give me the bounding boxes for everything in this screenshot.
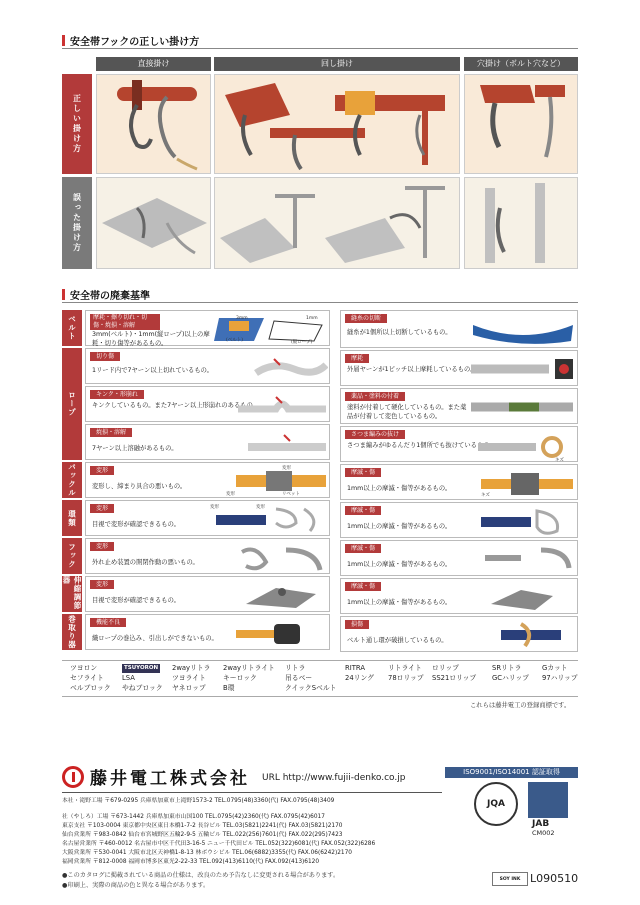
brands-top-rule	[62, 660, 578, 661]
brands-bottom-rule	[62, 696, 578, 697]
correct-wrap-illustration	[214, 74, 460, 174]
jab-code: CM002	[532, 829, 555, 837]
rope-abrasion-cell: 摩耗 外層ヤーンが1ピッチ以上摩耗しているもの。	[340, 350, 578, 386]
ring-deform-cell: 変形 目視で変形が確認できるもの。 変形 変形	[85, 500, 330, 536]
company-logo-icon	[62, 766, 84, 788]
section1-title: 安全帯フックの正しい掛け方	[62, 33, 199, 48]
correct-direct-illustration	[96, 74, 211, 174]
cat-rope: ロープ	[62, 348, 82, 460]
buckle-deform-cell: 変形 変形し、締まり具合の悪いもの。 変形 変形 リベット	[85, 462, 330, 498]
chemical-cell: 薬品・塗料の付着 塗料が付着して硬化しているもの。また薬品が付着して変色しているもの。	[340, 388, 578, 424]
jqa-mark-icon: JQA	[474, 782, 518, 826]
splice-cell: さつま編みの抜け さつま編みがゆるんだり1個所でも抜けているもの。 キズ	[340, 426, 578, 462]
jab-mark-icon	[528, 782, 568, 818]
row-wrong: 誤った掛け方	[62, 177, 92, 269]
rope-melt-cell: 焼損・溶解 7ヤーン以上溶融があるもの。	[85, 424, 330, 460]
wrong-hole-illustration	[464, 177, 578, 269]
iso-banner: ISO9001/ISO14001 認証取得	[445, 767, 578, 778]
rope-kink-cell: キンク・形崩れ キンクしているもの。また7ヤーン以上形崩れのあるもの。	[85, 386, 330, 422]
hook-deform-cell: 変形 外れ止め装置の開閉作動の悪いもの。	[85, 538, 330, 574]
ring-wear-cell: 摩滅・傷 1mm以上の摩滅・傷等があるもの。	[340, 502, 578, 538]
brands-note: これらは藤井電工の登録商標です。	[470, 702, 571, 709]
cat-belt: ベルト	[62, 310, 82, 346]
col-direct: 直接掛け	[96, 57, 211, 71]
stitch-cut-cell: 縫糸の切断 縫糸が1個所以上切断しているもの。	[340, 310, 578, 348]
correct-hole-illustration	[464, 74, 578, 174]
section2-title: 安全帯の廃棄基準	[62, 287, 150, 302]
col-hole: 穴掛け（ボルト穴など）	[464, 57, 578, 71]
catalog-code: L090510	[530, 872, 579, 885]
adjuster-wear-cell: 摩滅・傷 1mm以上の摩滅・傷等があるもの。	[340, 578, 578, 614]
row-correct: 正しい掛け方	[62, 74, 92, 174]
section1-rule	[62, 48, 578, 49]
wrong-direct-illustration	[96, 177, 211, 269]
cat-adjuster: 伸縮調節器	[62, 576, 82, 610]
hook-wear-cell: 摩滅・傷 1mm以上の摩滅・傷等があるもの。	[340, 540, 578, 576]
soy-ink-icon: SOY INK	[492, 872, 528, 886]
company-rule	[62, 792, 442, 793]
cat-retractor: 巻取り器	[62, 614, 82, 650]
cat-buckle: バックル	[62, 462, 82, 498]
cat-hook: フック	[62, 538, 82, 574]
company-name: 藤井電工株式会社	[90, 769, 250, 789]
belt-wear-cell: 摩耗・擦り切れ・切傷・焼損・溶解 3mm(ベルト)・1mm(縦ロープ)以上の摩耗・切り傷等があるもの。 (ベルト) 3mm 1mm (縦ロープ)	[85, 310, 330, 346]
adjuster-deform-cell: 変形 目視で変形が確認できるもの。	[85, 576, 330, 612]
wrong-wrap-illustration	[214, 177, 460, 269]
section2-rule	[62, 302, 578, 303]
company-url[interactable]: URL http://www.fujii-denko.co.jp	[262, 773, 406, 783]
buckle-wear-cell: 摩滅・傷 1mm以上の摩滅・傷等があるもの。 キズ	[340, 464, 578, 500]
retractor-cell: 機能不良 織ロープの巻込み、引出しができないもの。	[85, 614, 330, 650]
catalog-page: 安全帯フックの正しい掛け方 直接掛け 回し掛け 穴掛け（ボルト穴など） 正しい掛け方 誤った掛け方 安全帯の廃棄基準 ベルト 摩耗・擦り切れ・切傷・焼損・溶解 3mm(ベルト)・1mm(縦ロープ)以上の摩耗・切り傷等があるもの。 (ベルト) 3mm 1mm (縦ロープ) ロープ 切り傷 1リード内で7ヤーン以上切れているもの。 キンク・形崩れ キンクしているもの。また7ヤーン以上形崩れのあるもの。 焼損・溶解 7ヤーン以上溶融があるもの。 バックル 変形 変形し、締まり具合の悪いもの。 変形 変形 リベット 環類 変形 目視で変形が確認できるもの。 変形 変形 フック 変形 外れ止め装置の開閉作動の悪いもの。 伸縮調節器 変形 目視で変形が確認できるもの。 巻取り器 機能不良 織ロープの巻込み、引出しができないもの。 縫糸の切断 縫糸が1個所以上切断しているもの。 摩耗 外層ヤーンが1ピッチ以上摩耗しているもの。 薬品・塗料の付着 塗料が付着して硬化しているもの。また薬品が付着して変色しているもの。 さつま編みの抜け さつま編みがゆるんだり1個所でも抜けているもの。 キズ 摩滅・傷 1mm以上の摩滅・傷等があるもの。 キズ 摩滅・傷 1mm以上の摩滅・傷等があるもの。 摩滅・傷 1mm以上の摩滅・傷等があるもの。 摩滅・傷 1mm以上の摩滅・傷等があるもの。 損傷 ベルト通し環が破損しているもの。 ツヨロン TSUYORON 2wayリトラ 2wayリトライト リトラ RITRA リトライト ロリップ SRリトラ Gカット セフライト LSA ツヨライト キーロック 吊るべー 24リング 78ロリップ SS21ロリップ GCハリップ 97ハリップ ベルブロック やねブロック ヤネロップ B環 クイックSベルト これらは藤井電工の登録商標です。 藤井電工株式会社 URL http://www.fujii-denko.co.jp ISO9001/ISO14001 認証取得 本社・滝野工場 〒679-0295 兵庫県加東市上滝野1573-2 TEL.0795(48)3360(代) FAX.0795(48)3409 社（やしろ）工場 〒673-1442 兵庫県加東市山国100 TEL.0795(42)2360(代) FAX.0795(42)6017 東京支社 〒103-0004 東京都中央区東日本橋1-7-2 長谷ビル TEL.03(5821)2241(代) FAX.03(5821)2170 仙台営業所 〒983-0842 仙台市宮城野区五輪2-9-5 五輪ビル TEL.022(256)7601(代) FAX.022(295)7423 名古屋営業所 〒460-0012 名古屋市中区千代田3-16-5 ニュー千代田ビル TEL.052(322)6081(代) FAX.052(322)6286 大阪営業所 〒530-0041 大阪市北区天神橋1-8-13 林ボウシビル TEL.06(6882)3355(代) FAX.06(6242)2170 福岡営業所 〒812-0008 福岡市博多区東光2-22-33 TEL.092(413)6110(代) FAX.092(413)6120 ●このカタログに掲載されている商品の仕様は、改良のため予告なしに変更される場合があります。 ●印刷上、実際の商品の色と異なる場合があります。 JQA JAB CM002 SOY INK L090510	[0, 0, 640, 905]
col-wrap: 回し掛け	[214, 57, 460, 71]
belt-ring-damage-cell: 損傷 ベルト通し環が破損しているもの。	[340, 616, 578, 652]
rope-cut-cell: 切り傷 1リード内で7ヤーン以上切れているもの。	[85, 348, 330, 384]
cat-ring: 環類	[62, 500, 82, 536]
jab-label: JAB	[532, 819, 550, 829]
